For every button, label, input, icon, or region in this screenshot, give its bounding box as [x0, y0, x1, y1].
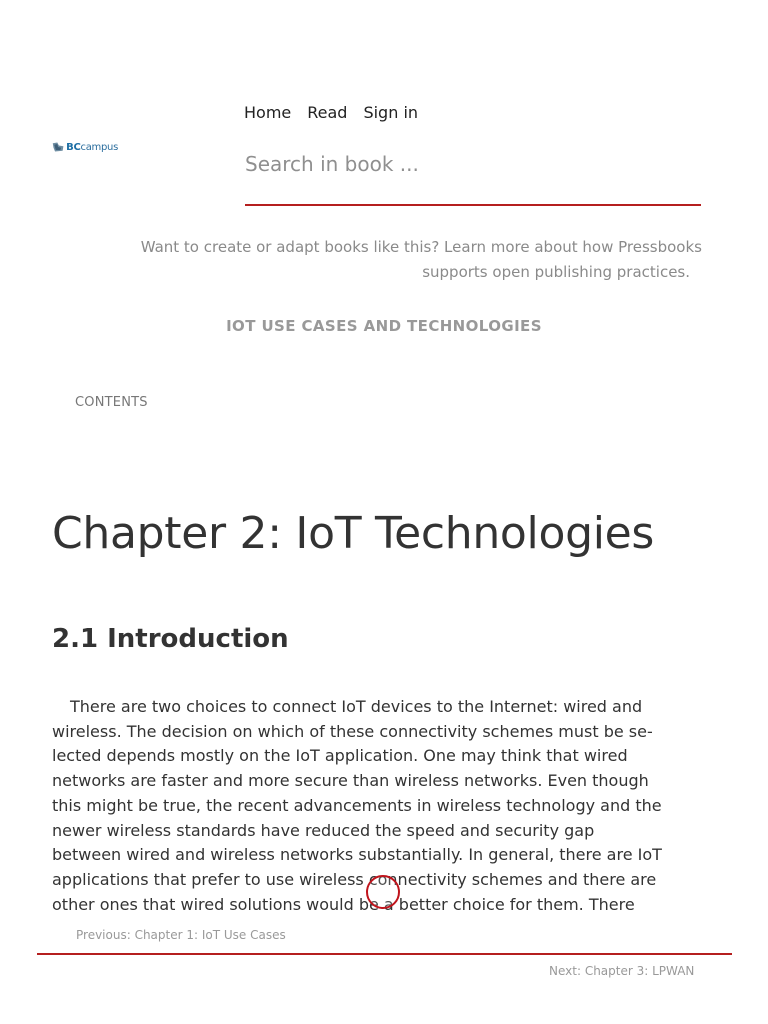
nav-sign-in-link[interactable]: Sign in — [363, 103, 419, 122]
body-line: other ones that wired solutions would be a better choice for them. There — [52, 894, 635, 914]
book-title[interactable]: IOT USE CASES AND TECHNOLOGIES — [226, 317, 542, 335]
nav-home-link[interactable]: Home — [244, 103, 292, 122]
top-navigation — [244, 103, 418, 122]
bccampus-logo-icon — [52, 139, 64, 155]
body-line: this might be true, the recent advancements in wireless technology and the — [52, 795, 662, 815]
body-line: applications that prefer to use wireless connectivity schemes and there are — [52, 869, 657, 889]
next-chapter-link[interactable]: Next: Chapter 3: LPWAN — [549, 964, 695, 978]
promo-line-1[interactable]: Want to create or adapt books like this? Learn more about how Pressbooks — [140, 238, 702, 256]
section-heading: 2.1 Introduction — [52, 624, 289, 654]
promo-line-2[interactable]: supports open publishing practices. — [422, 263, 690, 281]
search-input[interactable] — [245, 146, 701, 182]
contents-toggle[interactable]: CONTENTS — [75, 395, 148, 410]
body-line: wireless. The decision on which of these connectivity schemes must be se- — [52, 721, 653, 741]
footer-divider — [37, 953, 732, 955]
search-box — [245, 146, 701, 206]
pressbooks-promo[interactable] — [90, 235, 702, 285]
touch-cursor-indicator — [366, 875, 400, 909]
logo-bc-text: BC — [66, 141, 81, 153]
bccampus-logo[interactable] — [52, 138, 118, 156]
body-line: networks are faster and more secure than wireless networks. Even though — [52, 771, 649, 791]
body-line: There are two choices to connect IoT devices to the Internet: wired and — [70, 697, 643, 716]
nav-read-link[interactable]: Read — [307, 103, 348, 122]
logo-text — [66, 142, 118, 153]
body-line: between wired and wireless networks substantially. In general, there are IoT — [52, 845, 662, 865]
previous-chapter-link[interactable]: Previous: Chapter 1: IoT Use Cases — [76, 928, 286, 942]
logo-campus-text: campus — [80, 141, 118, 153]
body-line: lected depends mostly on the IoT application. One may think that wired — [52, 746, 628, 766]
chapter-title: Chapter 2: IoT Technologies — [52, 508, 655, 559]
body-line: newer wireless standards have reduced the speed and security gap — [52, 820, 595, 840]
